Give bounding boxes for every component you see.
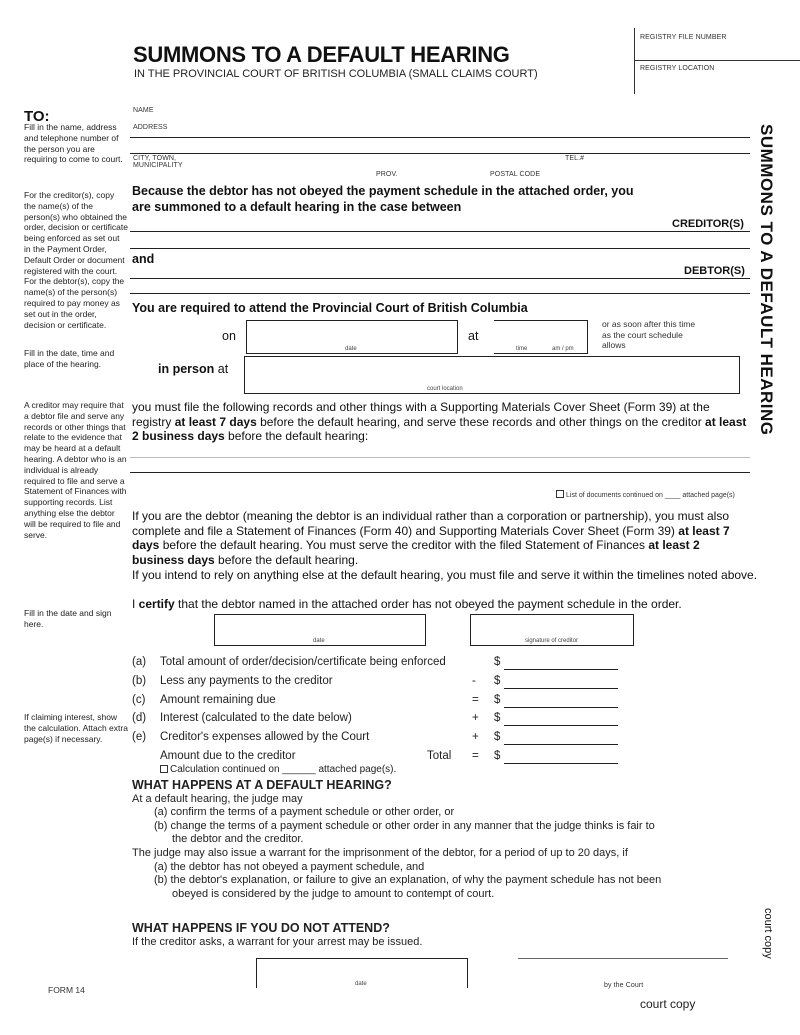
postal-code-label: POSTAL CODE xyxy=(490,171,541,178)
creditor-label: CREDITOR(S) xyxy=(672,218,744,230)
schedule-note: or as soon after this time as the court schedule allows xyxy=(602,319,696,350)
certify-date-field[interactable] xyxy=(214,614,426,646)
creditor-field-2[interactable] xyxy=(130,233,750,247)
form-number: FORM 14 xyxy=(48,985,85,995)
hearing-date-caption: date xyxy=(345,346,357,352)
not-attend-heading: WHAT HAPPENS IF YOU DO NOT ATTEND? xyxy=(132,921,390,935)
not-attend-text: If the creditor asks, a warrant for your arrest may be issued. xyxy=(132,936,423,948)
address-field[interactable] xyxy=(165,120,745,136)
court-date-field[interactable] xyxy=(256,958,468,988)
registry-file-number-field[interactable] xyxy=(640,42,795,58)
records-line-2 xyxy=(130,472,750,473)
calc-continued-label: Calculation continued on ______ attached page(s). xyxy=(170,764,397,775)
warrant-item-b-cont: obeyed is considered by the judge to amount to contempt of court. xyxy=(172,887,495,900)
what-happens-item-a: (a) confirm the terms of a payment schedule or other order, or xyxy=(154,806,455,819)
tel-label: TEL.# xyxy=(565,155,585,162)
what-happens-item-b: (b) change the terms of a payment schedule or other order in any manner that the judge thinks is fair to xyxy=(154,819,655,832)
in-person-bold: in person xyxy=(158,362,215,376)
court-date-caption: date xyxy=(355,981,367,987)
amount-e-field[interactable] xyxy=(504,744,618,745)
creditor-line-2 xyxy=(130,248,750,249)
records-continued xyxy=(556,490,735,499)
address-line-2 xyxy=(130,153,750,154)
name-label: NAME xyxy=(133,107,154,114)
what-happens-heading: WHAT HAPPENS AT A DEFAULT HEARING? xyxy=(132,778,392,792)
attend-heading: You are required to attend the Provincial Court of British Columbia xyxy=(132,301,528,315)
summons-intro-line-1: Because the debtor has not obeyed the payment schedule in the attached order, you xyxy=(132,184,634,198)
registry-location-field[interactable] xyxy=(640,74,795,92)
court-signature-line xyxy=(518,958,728,959)
debtor-field[interactable] xyxy=(160,262,680,276)
debtor-field-2[interactable] xyxy=(130,280,750,292)
hearing-date-field[interactable] xyxy=(246,320,458,354)
registry-file-number-label: REGISTRY FILE NUMBER xyxy=(640,34,727,41)
amount-total-field[interactable] xyxy=(504,763,618,764)
debtor-label: DEBTOR(S) xyxy=(684,265,745,277)
amount-c-field[interactable] xyxy=(504,707,618,708)
warrant-item-a: (a) the debtor has not obeyed a payment schedule, and xyxy=(154,860,425,873)
amount-d-field[interactable] xyxy=(504,725,618,726)
court-location-caption: court location xyxy=(427,386,463,392)
creditor-line-1 xyxy=(130,231,750,232)
on-label: on xyxy=(222,329,236,343)
interest-instructions: If claiming interest, show the calculation. Attach extra page(s) if necessary. xyxy=(24,712,128,744)
ampm-caption: am / pm xyxy=(552,346,574,352)
amount-a-field[interactable] xyxy=(504,669,618,670)
form-subtitle: IN THE PROVINCIAL COURT OF BRITISH COLUMBIA (SMALL CLAIMS COURT) xyxy=(134,68,538,80)
amount-b-field[interactable] xyxy=(504,688,618,689)
debtor-line-1 xyxy=(130,278,750,279)
warrant-intro: The judge may also issue a warrant for the imprisonment of the debtor, for a period of up to 20 days, if xyxy=(132,846,628,859)
summons-intro-line-2: are summoned to a default hearing in the case between xyxy=(132,200,462,214)
certify-statement: I certify that the debtor named in the attached order has not obeyed the payment schedule in the order. xyxy=(132,597,682,611)
address-label: ADDRESS xyxy=(133,124,168,131)
side-vertical-title: SUMMONS TO A DEFAULT HEARING xyxy=(757,124,776,436)
parties-instructions: For the creditor(s), copy the name(s) of the person(s) who obtained the order, decision or certificate being enforced as set out in the Payment Order, Default Order or document registered with the court. For the debtor(s), copy the name(s) of the person(s) required to pay money as set out in the order, decision or certificate. xyxy=(24,190,128,330)
prov-label: PROV. xyxy=(376,171,398,178)
what-happens-section xyxy=(132,779,752,901)
address-line-1 xyxy=(130,137,750,138)
court-signature-field[interactable] xyxy=(518,940,728,958)
records-list-field[interactable] xyxy=(130,444,750,472)
hearing-time-field[interactable] xyxy=(494,320,588,354)
calc-continued xyxy=(160,764,396,775)
hearing-time-caption: time xyxy=(516,346,528,352)
calc-continued-checkbox[interactable] xyxy=(160,765,168,773)
signature-caption: signature of creditor xyxy=(525,638,579,644)
records-continued-checkbox[interactable] xyxy=(556,490,564,498)
side-court-copy-label: court copy xyxy=(762,908,774,959)
and-label: and xyxy=(132,252,155,266)
what-happens-intro: At a default hearing, the judge may xyxy=(132,792,303,805)
total-label: Total xyxy=(427,750,452,762)
court-copy-label: court copy xyxy=(640,997,696,1011)
registry-location-label: REGISTRY LOCATION xyxy=(640,65,715,72)
records-line-1 xyxy=(130,457,750,458)
in-person-label xyxy=(158,362,228,376)
to-instructions: Fill in the name, address and telephone number of the person you are requiring to come to court. xyxy=(24,122,123,165)
debtor-line-2 xyxy=(130,293,750,294)
municipality-label: MUNICIPALITY xyxy=(133,162,183,169)
to-label: TO: xyxy=(24,108,50,125)
records-continued-label: List of documents continued on ____ attached page(s) xyxy=(566,492,735,499)
creditor-signature-field[interactable] xyxy=(470,614,634,646)
certify-instructions: Fill in the date and sign here. xyxy=(24,608,112,629)
by-court-caption: by the Court xyxy=(604,982,644,989)
what-happens-item-b-cont: the debtor and the creditor. xyxy=(172,833,304,846)
not-attend-section xyxy=(132,921,422,949)
warrant-item-b: (b) the debtor's explanation, or failure to give an explanation, of why the payment schedule has not been xyxy=(154,874,662,887)
at-label: at xyxy=(468,329,479,343)
name-field[interactable] xyxy=(160,104,745,116)
certify-date-caption: date xyxy=(313,638,325,644)
creditor-field[interactable] xyxy=(130,214,670,230)
court-location-field[interactable] xyxy=(244,356,740,394)
debtor-finances-paragraph: If you are the debtor (meaning the debtor is an individual rather than a corporation or partnership), you must also complete and file a Statement of Finances (Form 40) and Supporting Materials Cover Sheet (Form 39) at least 7 days before the default hearing. You must serve the creditor with the filed Statement of Finances at least 2 business days before the default hearing. xyxy=(132,509,730,567)
records-paragraph: you must file the following records and other things with a Supporting Materials Cover Sheet (Form 39) at the registry at least 7 days before the default hearing, and serve these records and other things on the creditor at least 2 business days before the default hearing: xyxy=(132,400,747,443)
registry-divider xyxy=(634,60,800,61)
records-instructions: A creditor may require that a debtor file and serve any records or other things that relate to the evidence that may be heard at a default hearing. A debtor who is an individual is already required to file and serve a Statement of Finances with supporting records. List anything else the debtor will be required to file and serve. xyxy=(24,400,127,540)
rely-paragraph: If you intend to rely on anything else at the default hearing, you must file and serve it within the timelines noted above. xyxy=(132,568,758,582)
form-title: SUMMONS TO A DEFAULT HEARING xyxy=(133,42,510,67)
in-person-at: at xyxy=(214,362,229,376)
address-field-2[interactable] xyxy=(130,139,750,153)
hearing-instructions: Fill in the date, time and place of the hearing. xyxy=(24,348,115,369)
city-label: CITY, TOWN, xyxy=(133,155,177,162)
